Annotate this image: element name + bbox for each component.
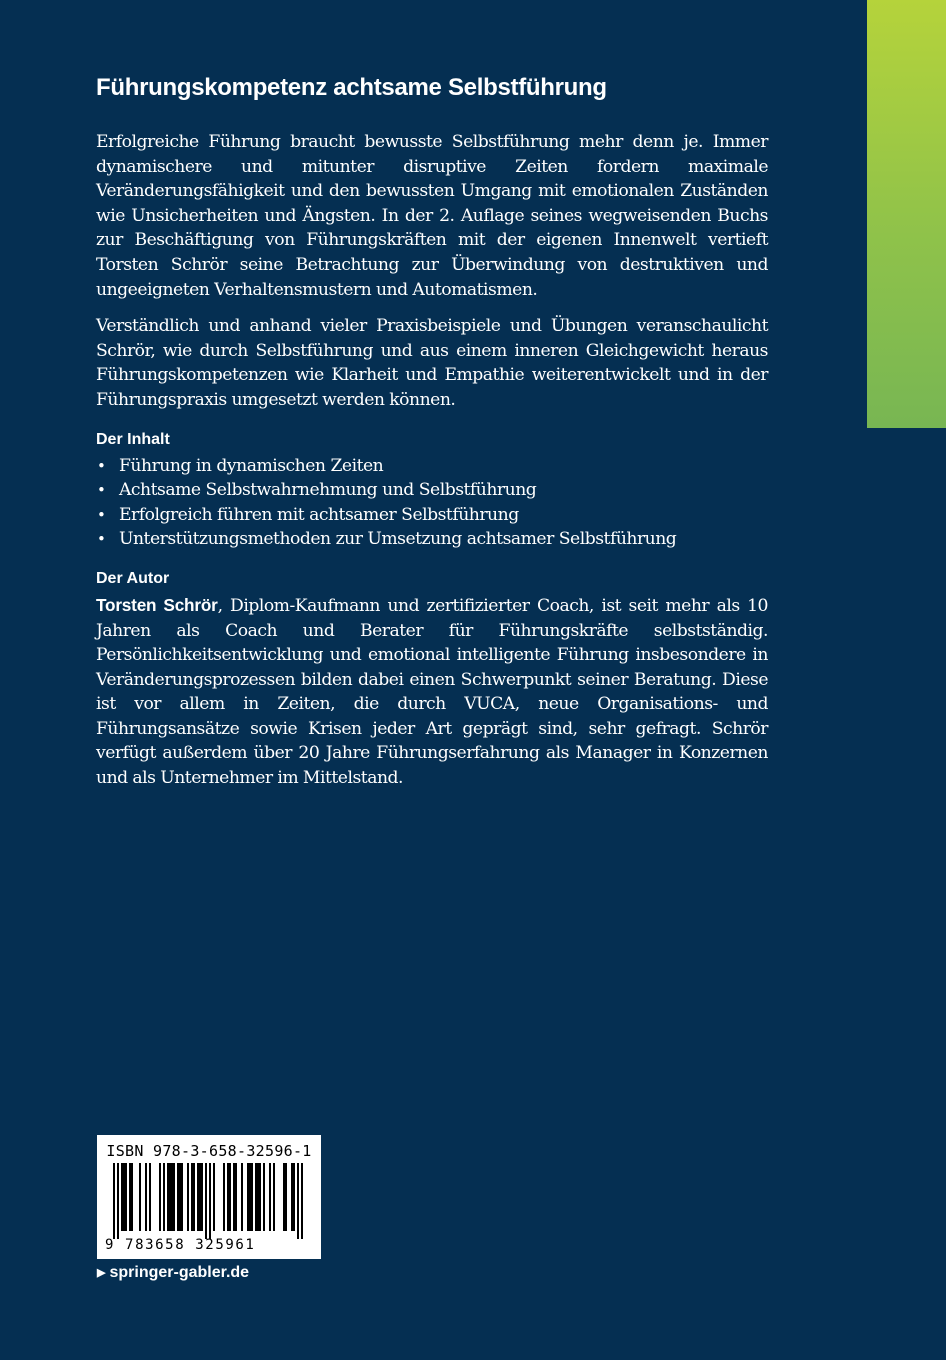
barcode-bar: [227, 1163, 229, 1231]
list-item-text: Unterstützungsmethoden zur Umsetzung achtsamer Selbstführung: [119, 529, 677, 550]
barcode-bar: [241, 1163, 243, 1231]
barcode-bar: [269, 1163, 271, 1231]
contents-list: [96, 454, 768, 552]
barcode-bar: [209, 1163, 211, 1239]
barcode-bar: [193, 1163, 195, 1231]
barcode-bar: [163, 1163, 165, 1231]
barcode-bar: [123, 1163, 125, 1231]
barcode-bar: [121, 1163, 123, 1231]
description-paragraph-1: Erfolgreiche Führung braucht bewusste Selbstführung mehr denn je. Immer dynamischere und mitunter disruptive Zeiten fordern maximale Veränderungsfähigkeit und den bewussten Umgang mit emotionalen Zuständen wie Unsicherheiten und Ängsten. In der 2. Auflage seines wegweisenden Buchs zur Beschäftigung von Führungskräften mit der eigenen Innenwelt vertieft Torsten Schrör seine Betrachtung zur Überwindung von destruktiven und ungeeigneten Verhaltensmustern und Automatismen.: [96, 132, 768, 300]
barcode-bar: [187, 1163, 189, 1231]
author-heading: Der Autor: [96, 569, 170, 587]
barcode-bar: [285, 1163, 287, 1231]
barcode-bar: [159, 1163, 161, 1231]
barcode-bar: [173, 1163, 175, 1231]
isbn-label: ISBN 978-3-658-32596-1: [106, 1142, 312, 1160]
publisher-link[interactable]: [97, 1262, 249, 1284]
list-item: [96, 527, 768, 552]
book-title: Führungskompetenz achtsame Selbstführung: [96, 74, 607, 101]
list-item-text: Führung in dynamischen Zeiten: [119, 455, 384, 476]
barcode-bar: [205, 1163, 207, 1239]
green-accent-bar: [867, 0, 946, 428]
barcode-bars: [105, 1163, 313, 1239]
barcode-bar: [171, 1163, 173, 1231]
barcode-bar: [229, 1163, 231, 1231]
barcode-bar: [283, 1163, 285, 1231]
back-cover-text: [96, 72, 768, 803]
barcode-bar: [293, 1163, 295, 1231]
barcode-bar: [233, 1163, 235, 1231]
triangle-right-icon: ▶: [97, 1267, 106, 1279]
barcode-bar: [213, 1163, 215, 1231]
list-item: [96, 454, 768, 479]
description-paragraph-2: Verständlich und anhand vieler Praxisbeispiele und Übungen veranschaulicht Schrör, wie durch Selbstführung und aus einem inneren Gleichgewicht heraus Führungskompetenzen wie Klarheit und Empathie weiterentwickelt und in der Führungspraxis umgesetzt werden können.: [96, 316, 768, 410]
contents-heading: Der Inhalt: [96, 430, 170, 448]
barcode-bar: [201, 1163, 203, 1231]
barcode-bar: [129, 1163, 131, 1231]
barcode-bar: [291, 1163, 293, 1231]
barcode-bar: [247, 1163, 249, 1231]
author-bio: [96, 593, 768, 791]
list-item-text: Erfolgreich führen mit achtsamer Selbstführung: [119, 504, 519, 525]
barcode-bar: [301, 1163, 303, 1239]
barcode-bar: [113, 1163, 115, 1239]
barcode-bar: [169, 1163, 171, 1231]
bullet-icon: •: [97, 481, 106, 500]
barcode-bar: [255, 1163, 257, 1231]
bullet-icon: •: [97, 530, 106, 549]
barcode-bar: [235, 1163, 237, 1231]
barcode-bar: [149, 1163, 151, 1231]
barcode-bar: [191, 1163, 193, 1231]
barcode-bar: [251, 1163, 253, 1231]
barcode-bar: [139, 1163, 141, 1231]
barcode-bar: [145, 1163, 147, 1231]
list-item: [96, 503, 768, 528]
bullet-icon: •: [97, 505, 106, 524]
barcode-digits: 9 783658 325961: [105, 1237, 256, 1253]
barcode-bar: [177, 1163, 179, 1231]
author-bio-text: , Diplom-Kaufmann und zertifizierter Coach, ist seit mehr als 10 Jahren als Coach und Berater für Führungskräfte selbstständig. Persönlichkeitsentwicklung und emotional intelligente Führung insbesondere in Veränderungsprozessen bilden dabei einen Schwerpunkt seiner Beratung. Diese ist vor allem in Zeiten, die durch VUCA, neue Organisations- und Führungsansätze sowie Krisen jeder Art geprägt sind, sehr gefragt. Schrör verfügt außerdem über 20 Jahre Führungserfahrung als Manager in Konzernen und als Unternehmer im Mittelstand.: [96, 595, 768, 789]
barcode-bar: [131, 1163, 133, 1231]
isbn-barcode: [97, 1135, 321, 1259]
list-item: [96, 478, 768, 503]
author-name: Torsten Schrör: [96, 594, 218, 615]
barcode-bar: [257, 1163, 259, 1231]
barcode-bar: [223, 1163, 225, 1231]
barcode-bar: [117, 1163, 119, 1239]
barcode-bar: [297, 1163, 299, 1239]
barcode-bar: [167, 1163, 169, 1231]
barcode-bar: [273, 1163, 275, 1231]
barcode-bar: [249, 1163, 251, 1231]
barcode-bar: [197, 1163, 199, 1231]
publisher-url: springer-gabler.de: [109, 1264, 250, 1281]
barcode-bar: [181, 1163, 183, 1231]
barcode-bar: [179, 1163, 181, 1231]
barcode-bar: [259, 1163, 261, 1231]
list-item-text: Achtsame Selbstwahrnehmung und Selbstführung: [119, 480, 537, 501]
barcode-bar: [263, 1163, 265, 1231]
barcode-bar: [125, 1163, 127, 1231]
barcode-bar: [199, 1163, 201, 1231]
bullet-icon: •: [97, 456, 106, 475]
